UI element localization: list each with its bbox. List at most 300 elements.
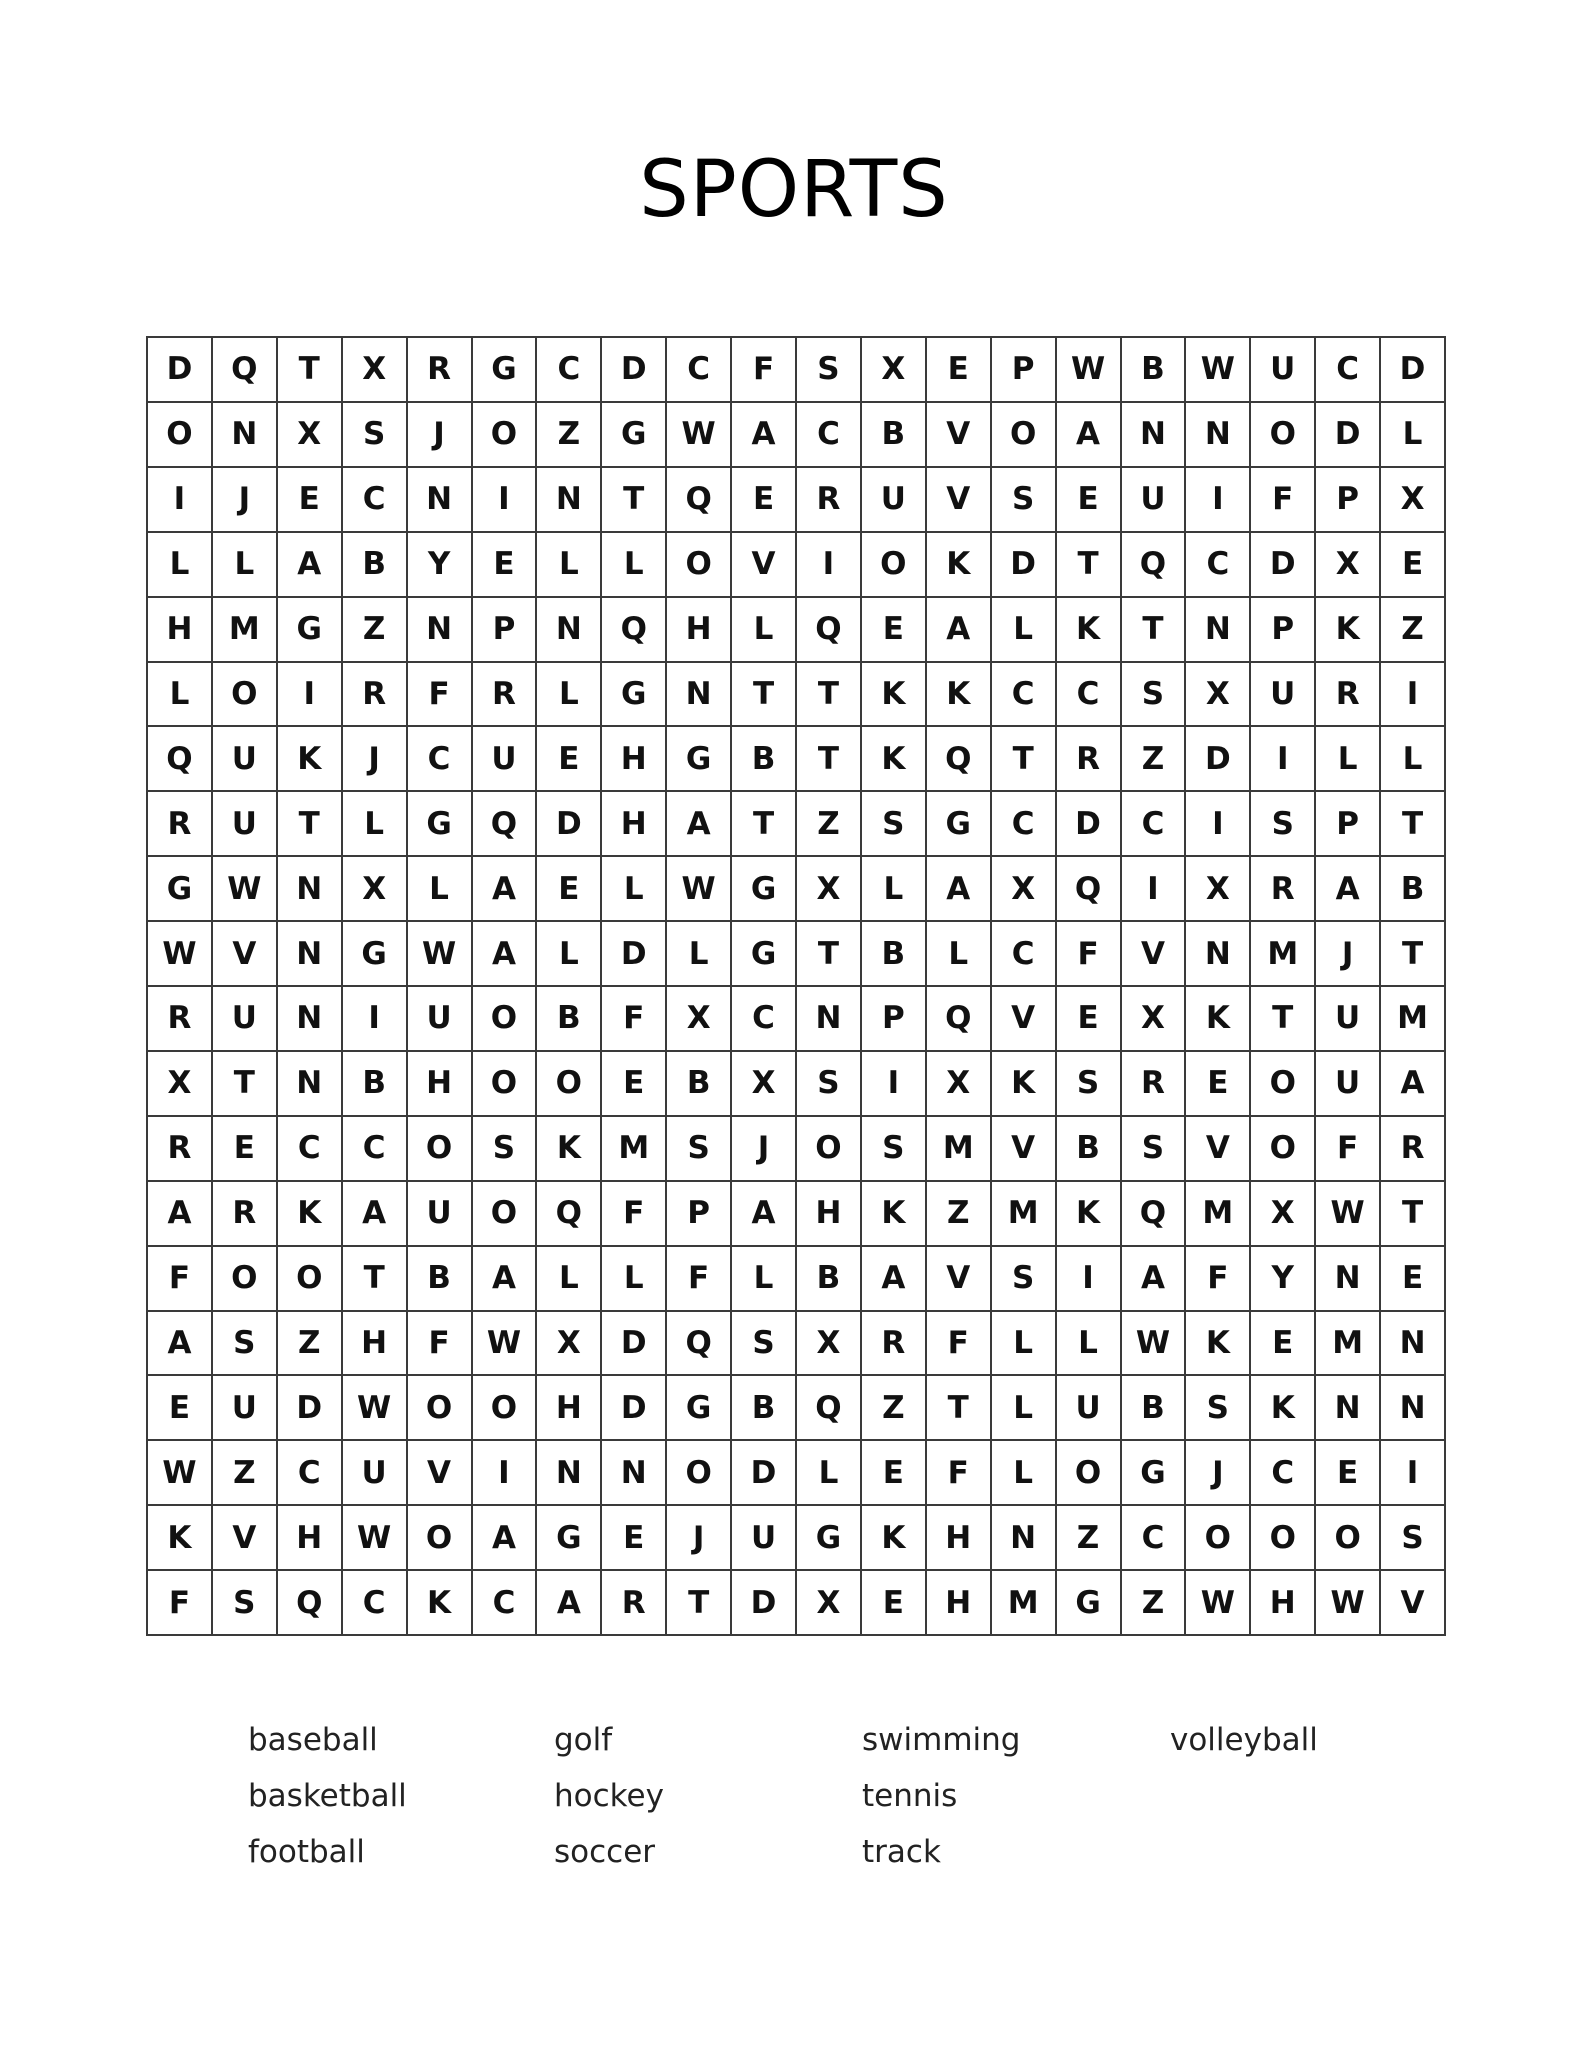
grid-cell[interactable]: E [537, 727, 602, 792]
grid-cell[interactable]: A [732, 1182, 797, 1247]
grid-cell[interactable]: Q [537, 1182, 602, 1247]
grid-cell[interactable]: P [992, 338, 1057, 403]
grid-cell[interactable]: O [1251, 1052, 1316, 1117]
grid-cell[interactable]: V [1381, 1571, 1446, 1636]
grid-cell[interactable]: Q [927, 987, 992, 1052]
grid-cell[interactable]: D [992, 533, 1057, 598]
grid-cell[interactable]: L [602, 533, 667, 598]
grid-cell[interactable]: O [1057, 1441, 1122, 1506]
grid-cell[interactable]: B [537, 987, 602, 1052]
grid-cell[interactable]: R [473, 663, 538, 728]
grid-cell[interactable]: Q [213, 338, 278, 403]
grid-cell[interactable]: U [1316, 1052, 1381, 1117]
grid-cell[interactable]: S [1186, 1376, 1251, 1441]
grid-cell[interactable]: L [992, 1376, 1057, 1441]
grid-cell[interactable]: W [1186, 1571, 1251, 1636]
grid-cell[interactable]: G [1122, 1441, 1187, 1506]
grid-cell[interactable]: K [1186, 1312, 1251, 1377]
grid-cell[interactable]: P [1251, 598, 1316, 663]
grid-cell[interactable]: L [343, 792, 408, 857]
grid-cell[interactable]: V [992, 1117, 1057, 1182]
grid-cell[interactable]: T [1122, 598, 1187, 663]
grid-cell[interactable]: R [408, 338, 473, 403]
grid-cell[interactable]: S [1057, 1052, 1122, 1117]
grid-cell[interactable]: C [1122, 792, 1187, 857]
grid-cell[interactable]: Z [927, 1182, 992, 1247]
grid-cell[interactable]: S [862, 1117, 927, 1182]
grid-cell[interactable]: K [537, 1117, 602, 1182]
grid-cell[interactable]: L [213, 533, 278, 598]
grid-cell[interactable]: N [1186, 403, 1251, 468]
grid-cell[interactable]: D [732, 1571, 797, 1636]
grid-cell[interactable]: J [667, 1506, 732, 1571]
grid-cell[interactable]: M [213, 598, 278, 663]
grid-cell[interactable]: X [667, 987, 732, 1052]
grid-cell[interactable]: W [148, 922, 213, 987]
grid-cell[interactable]: E [862, 1441, 927, 1506]
grid-cell[interactable]: N [1122, 403, 1187, 468]
grid-cell[interactable]: D [732, 1441, 797, 1506]
grid-cell[interactable]: U [1251, 663, 1316, 728]
grid-cell[interactable]: K [1057, 1182, 1122, 1247]
grid-cell[interactable]: X [1122, 987, 1187, 1052]
grid-cell[interactable]: S [797, 1052, 862, 1117]
grid-cell[interactable]: E [862, 1571, 927, 1636]
grid-cell[interactable]: F [1186, 1247, 1251, 1312]
grid-cell[interactable]: X [1186, 663, 1251, 728]
grid-cell[interactable]: M [1186, 1182, 1251, 1247]
grid-cell[interactable]: C [473, 1571, 538, 1636]
grid-cell[interactable]: J [732, 1117, 797, 1182]
grid-cell[interactable]: R [148, 1117, 213, 1182]
grid-cell[interactable]: T [1381, 792, 1446, 857]
grid-cell[interactable]: I [797, 533, 862, 598]
grid-cell[interactable]: B [1381, 857, 1446, 922]
grid-cell[interactable]: Q [797, 1376, 862, 1441]
grid-cell[interactable]: O [278, 1247, 343, 1312]
grid-cell[interactable]: A [927, 857, 992, 922]
grid-cell[interactable]: O [408, 1376, 473, 1441]
grid-cell[interactable]: H [1251, 1571, 1316, 1636]
grid-cell[interactable]: X [797, 857, 862, 922]
grid-cell[interactable]: B [1057, 1117, 1122, 1182]
grid-cell[interactable]: E [148, 1376, 213, 1441]
grid-cell[interactable]: X [1316, 533, 1381, 598]
grid-cell[interactable]: H [343, 1312, 408, 1377]
grid-cell[interactable]: K [862, 663, 927, 728]
grid-cell[interactable]: T [797, 922, 862, 987]
grid-cell[interactable]: S [992, 1247, 1057, 1312]
grid-cell[interactable]: Z [1057, 1506, 1122, 1571]
grid-cell[interactable]: H [927, 1571, 992, 1636]
grid-cell[interactable]: X [732, 1052, 797, 1117]
grid-cell[interactable]: M [1316, 1312, 1381, 1377]
grid-cell[interactable]: V [927, 1247, 992, 1312]
grid-cell[interactable]: D [602, 1376, 667, 1441]
grid-cell[interactable]: V [408, 1441, 473, 1506]
grid-cell[interactable]: X [1251, 1182, 1316, 1247]
grid-cell[interactable]: M [1251, 922, 1316, 987]
grid-cell[interactable]: O [1251, 403, 1316, 468]
grid-cell[interactable]: H [408, 1052, 473, 1117]
grid-cell[interactable]: P [667, 1182, 732, 1247]
grid-cell[interactable]: L [537, 533, 602, 598]
grid-cell[interactable]: A [927, 598, 992, 663]
grid-cell[interactable]: K [862, 1182, 927, 1247]
grid-cell[interactable]: Z [537, 403, 602, 468]
grid-cell[interactable]: Q [667, 468, 732, 533]
grid-cell[interactable]: Z [278, 1312, 343, 1377]
grid-cell[interactable]: G [797, 1506, 862, 1571]
grid-cell[interactable]: N [667, 663, 732, 728]
grid-cell[interactable]: C [732, 987, 797, 1052]
grid-cell[interactable]: K [927, 533, 992, 598]
grid-cell[interactable]: I [1381, 663, 1446, 728]
grid-cell[interactable]: O [213, 663, 278, 728]
grid-cell[interactable]: E [927, 338, 992, 403]
grid-cell[interactable]: U [408, 1182, 473, 1247]
grid-cell[interactable]: F [927, 1312, 992, 1377]
grid-cell[interactable]: U [732, 1506, 797, 1571]
grid-cell[interactable]: K [1251, 1376, 1316, 1441]
grid-cell[interactable]: S [797, 338, 862, 403]
grid-cell[interactable]: A [537, 1571, 602, 1636]
grid-cell[interactable]: G [602, 403, 667, 468]
grid-cell[interactable]: Q [667, 1312, 732, 1377]
grid-cell[interactable]: N [408, 598, 473, 663]
grid-cell[interactable]: Q [1122, 533, 1187, 598]
grid-cell[interactable]: D [1381, 338, 1446, 403]
grid-cell[interactable]: U [1122, 468, 1187, 533]
grid-cell[interactable]: D [537, 792, 602, 857]
grid-cell[interactable]: J [1186, 1441, 1251, 1506]
grid-cell[interactable]: T [1057, 533, 1122, 598]
grid-cell[interactable]: N [992, 1506, 1057, 1571]
grid-cell[interactable]: E [862, 598, 927, 663]
grid-cell[interactable]: P [1316, 468, 1381, 533]
grid-cell[interactable]: Z [1122, 1571, 1187, 1636]
grid-cell[interactable]: W [148, 1441, 213, 1506]
grid-cell[interactable]: G [602, 663, 667, 728]
grid-cell[interactable]: Q [602, 598, 667, 663]
grid-cell[interactable]: Y [1251, 1247, 1316, 1312]
grid-cell[interactable]: D [1251, 533, 1316, 598]
grid-cell[interactable]: O [992, 403, 1057, 468]
grid-cell[interactable]: A [667, 792, 732, 857]
grid-cell[interactable]: G [667, 1376, 732, 1441]
grid-cell[interactable]: L [602, 857, 667, 922]
grid-cell[interactable]: S [1122, 1117, 1187, 1182]
grid-cell[interactable]: T [927, 1376, 992, 1441]
grid-cell[interactable]: X [343, 857, 408, 922]
grid-cell[interactable]: O [408, 1506, 473, 1571]
grid-cell[interactable]: H [602, 792, 667, 857]
grid-cell[interactable]: U [862, 468, 927, 533]
grid-cell[interactable]: E [1057, 468, 1122, 533]
grid-cell[interactable]: A [862, 1247, 927, 1312]
grid-cell[interactable]: D [1057, 792, 1122, 857]
grid-cell[interactable]: X [992, 857, 1057, 922]
grid-cell[interactable]: Q [1057, 857, 1122, 922]
grid-cell[interactable]: R [1381, 1117, 1446, 1182]
grid-cell[interactable]: G [667, 727, 732, 792]
grid-cell[interactable]: U [213, 792, 278, 857]
grid-cell[interactable]: S [1122, 663, 1187, 728]
grid-cell[interactable]: L [992, 598, 1057, 663]
grid-cell[interactable]: S [473, 1117, 538, 1182]
grid-cell[interactable]: F [1057, 922, 1122, 987]
grid-cell[interactable]: W [1122, 1312, 1187, 1377]
grid-cell[interactable]: I [343, 987, 408, 1052]
grid-cell[interactable]: E [213, 1117, 278, 1182]
grid-cell[interactable]: E [1251, 1312, 1316, 1377]
grid-cell[interactable]: V [992, 987, 1057, 1052]
grid-cell[interactable]: E [473, 533, 538, 598]
grid-cell[interactable]: R [1057, 727, 1122, 792]
grid-cell[interactable]: D [602, 338, 667, 403]
grid-cell[interactable]: Z [797, 792, 862, 857]
grid-cell[interactable]: S [343, 403, 408, 468]
grid-cell[interactable]: B [732, 727, 797, 792]
grid-cell[interactable]: N [1316, 1247, 1381, 1312]
grid-cell[interactable]: B [862, 922, 927, 987]
grid-cell[interactable]: I [862, 1052, 927, 1117]
grid-cell[interactable]: Q [278, 1571, 343, 1636]
grid-cell[interactable]: U [213, 1376, 278, 1441]
grid-cell[interactable]: S [862, 792, 927, 857]
grid-cell[interactable]: R [602, 1571, 667, 1636]
grid-cell[interactable]: F [1251, 468, 1316, 533]
grid-cell[interactable]: I [1057, 1247, 1122, 1312]
grid-cell[interactable]: F [927, 1441, 992, 1506]
grid-cell[interactable]: G [1057, 1571, 1122, 1636]
grid-cell[interactable]: E [537, 857, 602, 922]
grid-cell[interactable]: N [1186, 922, 1251, 987]
grid-cell[interactable]: B [343, 1052, 408, 1117]
grid-cell[interactable]: U [1251, 338, 1316, 403]
grid-cell[interactable]: M [992, 1182, 1057, 1247]
grid-cell[interactable]: G [927, 792, 992, 857]
grid-cell[interactable]: R [862, 1312, 927, 1377]
grid-cell[interactable]: A [473, 1247, 538, 1312]
grid-cell[interactable]: O [797, 1117, 862, 1182]
grid-cell[interactable]: C [408, 727, 473, 792]
grid-cell[interactable]: V [927, 468, 992, 533]
grid-cell[interactable]: C [343, 1571, 408, 1636]
grid-cell[interactable]: C [537, 338, 602, 403]
grid-cell[interactable]: W [343, 1506, 408, 1571]
grid-cell[interactable]: Q [148, 727, 213, 792]
grid-cell[interactable]: B [1122, 1376, 1187, 1441]
grid-cell[interactable]: R [1122, 1052, 1187, 1117]
grid-cell[interactable]: T [797, 727, 862, 792]
grid-cell[interactable]: N [537, 1441, 602, 1506]
grid-cell[interactable]: K [862, 727, 927, 792]
grid-cell[interactable]: G [408, 792, 473, 857]
grid-cell[interactable]: U [213, 987, 278, 1052]
grid-cell[interactable]: P [1316, 792, 1381, 857]
grid-cell[interactable]: F [148, 1571, 213, 1636]
grid-cell[interactable]: X [343, 338, 408, 403]
grid-cell[interactable]: Z [213, 1441, 278, 1506]
grid-cell[interactable]: D [1186, 727, 1251, 792]
grid-cell[interactable]: G [148, 857, 213, 922]
grid-cell[interactable]: G [537, 1506, 602, 1571]
grid-cell[interactable]: L [992, 1312, 1057, 1377]
grid-cell[interactable]: I [473, 468, 538, 533]
grid-cell[interactable]: O [473, 1182, 538, 1247]
grid-cell[interactable]: X [797, 1571, 862, 1636]
grid-cell[interactable]: X [148, 1052, 213, 1117]
grid-cell[interactable]: X [797, 1312, 862, 1377]
grid-cell[interactable]: C [797, 403, 862, 468]
grid-cell[interactable]: D [602, 1312, 667, 1377]
grid-cell[interactable]: F [408, 663, 473, 728]
grid-cell[interactable]: T [343, 1247, 408, 1312]
grid-cell[interactable]: O [213, 1247, 278, 1312]
grid-cell[interactable]: X [1186, 857, 1251, 922]
grid-cell[interactable]: T [1381, 1182, 1446, 1247]
grid-cell[interactable]: W [1316, 1182, 1381, 1247]
grid-cell[interactable]: A [732, 403, 797, 468]
grid-cell[interactable]: V [927, 403, 992, 468]
grid-cell[interactable]: C [1316, 338, 1381, 403]
grid-cell[interactable]: A [1381, 1052, 1446, 1117]
grid-cell[interactable]: G [732, 857, 797, 922]
grid-cell[interactable]: C [667, 338, 732, 403]
grid-cell[interactable]: N [278, 1052, 343, 1117]
grid-cell[interactable]: O [473, 1052, 538, 1117]
grid-cell[interactable]: X [862, 338, 927, 403]
grid-cell[interactable]: C [278, 1117, 343, 1182]
grid-cell[interactable]: L [1381, 727, 1446, 792]
grid-cell[interactable]: D [278, 1376, 343, 1441]
grid-cell[interactable]: C [992, 663, 1057, 728]
grid-cell[interactable]: R [1251, 857, 1316, 922]
grid-cell[interactable]: R [1316, 663, 1381, 728]
grid-cell[interactable]: N [408, 468, 473, 533]
grid-cell[interactable]: C [343, 468, 408, 533]
grid-cell[interactable]: O [1251, 1506, 1316, 1571]
grid-cell[interactable]: W [1316, 1571, 1381, 1636]
grid-cell[interactable]: N [797, 987, 862, 1052]
grid-cell[interactable]: V [1186, 1117, 1251, 1182]
grid-cell[interactable]: U [1057, 1376, 1122, 1441]
grid-cell[interactable]: L [1057, 1312, 1122, 1377]
grid-cell[interactable]: A [473, 1506, 538, 1571]
grid-cell[interactable]: J [343, 727, 408, 792]
grid-cell[interactable]: E [1316, 1441, 1381, 1506]
grid-cell[interactable]: Z [1122, 727, 1187, 792]
grid-cell[interactable]: O [667, 1441, 732, 1506]
grid-cell[interactable]: E [732, 468, 797, 533]
grid-cell[interactable]: C [1122, 1506, 1187, 1571]
grid-cell[interactable]: S [992, 468, 1057, 533]
grid-cell[interactable]: E [602, 1052, 667, 1117]
grid-cell[interactable]: L [862, 857, 927, 922]
grid-cell[interactable]: N [213, 403, 278, 468]
grid-cell[interactable]: U [343, 1441, 408, 1506]
grid-cell[interactable]: P [862, 987, 927, 1052]
grid-cell[interactable]: G [343, 922, 408, 987]
grid-cell[interactable]: U [408, 987, 473, 1052]
grid-cell[interactable]: L [408, 857, 473, 922]
grid-cell[interactable]: S [732, 1312, 797, 1377]
grid-cell[interactable]: G [473, 338, 538, 403]
grid-cell[interactable]: G [732, 922, 797, 987]
grid-cell[interactable]: D [602, 922, 667, 987]
grid-cell[interactable]: L [732, 598, 797, 663]
grid-cell[interactable]: F [602, 987, 667, 1052]
grid-cell[interactable]: W [667, 857, 732, 922]
grid-cell[interactable]: K [1057, 598, 1122, 663]
grid-cell[interactable]: O [473, 403, 538, 468]
grid-cell[interactable]: K [992, 1052, 1057, 1117]
grid-cell[interactable]: F [667, 1247, 732, 1312]
grid-cell[interactable]: C [992, 922, 1057, 987]
grid-cell[interactable]: S [213, 1571, 278, 1636]
grid-cell[interactable]: E [1186, 1052, 1251, 1117]
grid-cell[interactable]: E [1381, 1247, 1446, 1312]
grid-cell[interactable]: V [213, 922, 278, 987]
grid-cell[interactable]: L [148, 663, 213, 728]
grid-cell[interactable]: U [1316, 987, 1381, 1052]
grid-cell[interactable]: R [797, 468, 862, 533]
grid-cell[interactable]: K [1316, 598, 1381, 663]
grid-cell[interactable]: H [927, 1506, 992, 1571]
grid-cell[interactable]: R [343, 663, 408, 728]
grid-cell[interactable]: O [473, 987, 538, 1052]
grid-cell[interactable]: A [148, 1182, 213, 1247]
grid-cell[interactable]: U [213, 727, 278, 792]
grid-cell[interactable]: F [732, 338, 797, 403]
grid-cell[interactable]: H [537, 1376, 602, 1441]
grid-cell[interactable]: B [1122, 338, 1187, 403]
grid-cell[interactable]: L [992, 1441, 1057, 1506]
grid-cell[interactable]: L [797, 1441, 862, 1506]
grid-cell[interactable]: A [148, 1312, 213, 1377]
grid-cell[interactable]: O [473, 1376, 538, 1441]
grid-cell[interactable]: C [343, 1117, 408, 1182]
grid-cell[interactable]: W [667, 403, 732, 468]
grid-cell[interactable]: Q [473, 792, 538, 857]
grid-cell[interactable]: X [927, 1052, 992, 1117]
grid-cell[interactable]: E [1381, 533, 1446, 598]
grid-cell[interactable]: C [1186, 533, 1251, 598]
grid-cell[interactable]: T [278, 338, 343, 403]
grid-cell[interactable]: T [732, 663, 797, 728]
grid-cell[interactable]: N [537, 468, 602, 533]
grid-cell[interactable]: H [667, 598, 732, 663]
grid-cell[interactable]: Y [408, 533, 473, 598]
grid-cell[interactable]: N [1316, 1376, 1381, 1441]
grid-cell[interactable]: R [213, 1182, 278, 1247]
grid-cell[interactable]: B [667, 1052, 732, 1117]
grid-cell[interactable]: A [1316, 857, 1381, 922]
grid-cell[interactable]: B [862, 403, 927, 468]
grid-cell[interactable]: K [408, 1571, 473, 1636]
grid-cell[interactable]: W [473, 1312, 538, 1377]
grid-cell[interactable]: I [1381, 1441, 1446, 1506]
grid-cell[interactable]: L [1316, 727, 1381, 792]
grid-cell[interactable]: L [148, 533, 213, 598]
grid-cell[interactable]: V [732, 533, 797, 598]
grid-cell[interactable]: P [473, 598, 538, 663]
grid-cell[interactable]: L [602, 1247, 667, 1312]
grid-cell[interactable]: B [732, 1376, 797, 1441]
grid-cell[interactable]: E [602, 1506, 667, 1571]
grid-cell[interactable]: T [1381, 922, 1446, 987]
